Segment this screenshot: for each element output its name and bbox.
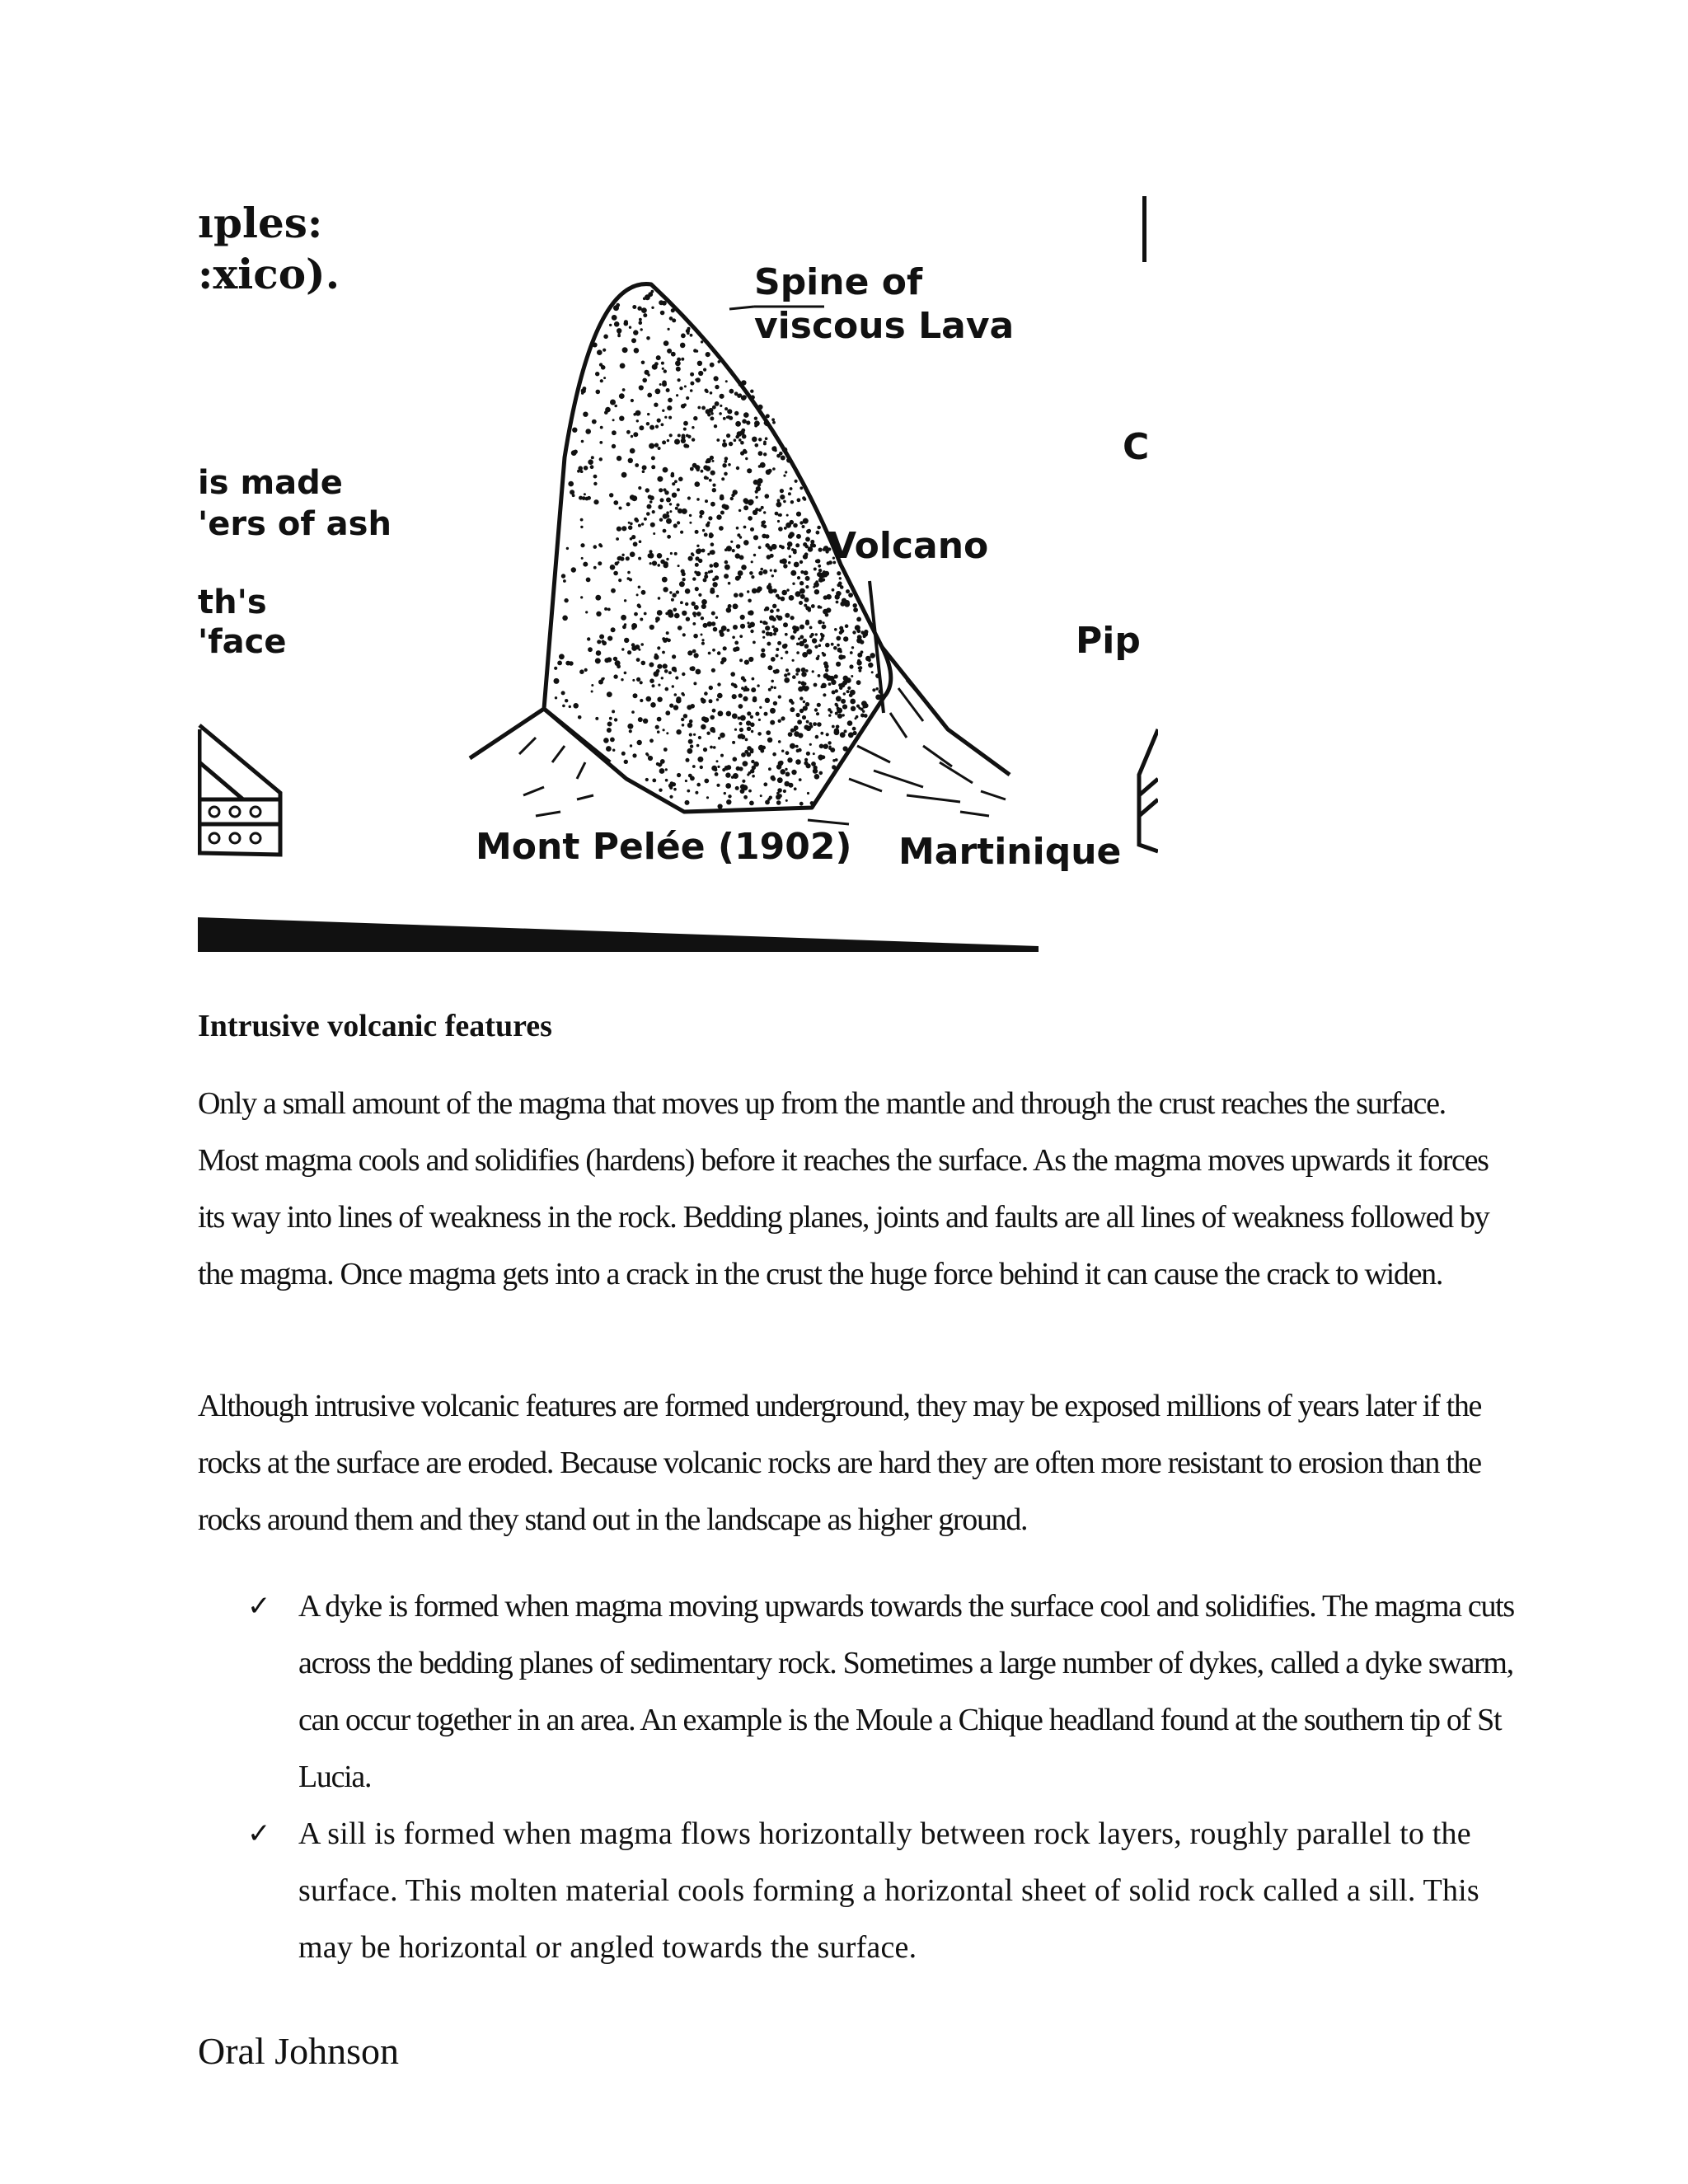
- label-volcano: Volcano: [828, 525, 989, 567]
- label-right-c: C: [1123, 426, 1150, 468]
- label-spine: Spine of: [754, 261, 923, 303]
- fragment-lower-1: th's: [198, 583, 267, 621]
- paragraph-1: Only a small amount of the magma that moves up from the mantle and through the crust reaches the surface. Most magma cools and solidifies (hardens) before it reaches the surface. As the magma moves upwards it forces its way into lines of weakness in the rock. Bedding planes, joints and faults are all lines of weakness followed by the magma. Once magma gets into a crack in the crust the huge force behind it can cause the crack to widen.: [198, 1086, 1489, 1291]
- label-spine-2: viscous Lava: [754, 305, 1015, 347]
- label-right-pipe: Pip: [1076, 622, 1141, 661]
- author-name: Oral Johnson: [198, 2030, 400, 2072]
- list-item: [198, 1578, 1517, 1806]
- list-item-text: A sill is formed when magma flows horizontally between rock layers, roughly parallel to the surface. This molten material cools forming a horizontal sheet of solid rock called a sill. This may be horizontal or angled towards the surface.: [298, 1816, 1479, 1965]
- list-item-text: A dyke is formed when magma moving upwards towards the surface cool and solidifies. The magma cuts across the bedding planes of sedimentary rock. Sometimes a large number of dykes, called a dyke swarm, can occur together in an area. An example is the Moule a Chique headland found at the southern tip of St Lucia.: [298, 1589, 1514, 1794]
- figure-caption-place: Martinique: [898, 831, 1122, 873]
- fragment-top-1: ıples:: [198, 199, 323, 247]
- figure-caption: Mont Pelée (1902): [476, 826, 852, 868]
- fragment-middle-1: is made: [198, 464, 343, 502]
- volcano-figure: [198, 185, 1158, 964]
- section-heading: Intrusive volcanic features: [198, 1009, 552, 1043]
- feature-list: [198, 1578, 1517, 1976]
- list-item: [198, 1806, 1517, 1976]
- fragment-lower-2: 'face: [198, 623, 287, 661]
- paragraph-2: Although intrusive volcanic features are formed underground, they may be exposed millions of years later if the rocks at the surface are eroded. Because volcanic rocks are hard they are often more resistant to erosion than the rocks around them and they stand out in the landscape as higher ground.: [198, 1389, 1482, 1537]
- fragment-top-2: :xico).: [198, 250, 340, 298]
- check-icon: ✓: [247, 1590, 270, 1623]
- check-icon: ✓: [247, 1817, 271, 1850]
- fragment-middle-2: 'ers of ash: [198, 505, 392, 543]
